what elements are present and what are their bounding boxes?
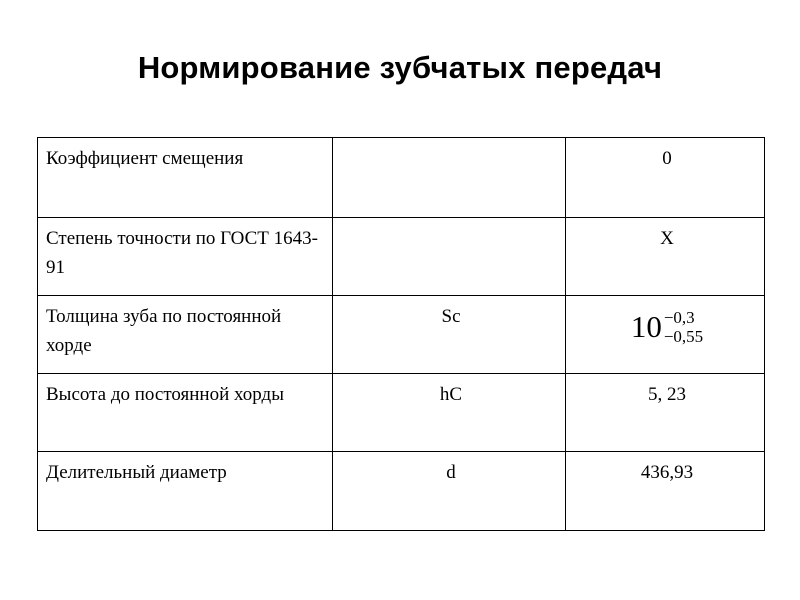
parameter-symbol-cell	[333, 138, 566, 218]
table-row	[38, 138, 765, 218]
parameter-value-cell: 5, 23	[566, 374, 765, 452]
parameter-symbol-cell: d	[333, 452, 566, 531]
parameter-value-cell	[566, 296, 765, 374]
parameter-value-cell: Х	[566, 218, 765, 296]
parameter-value-cell: 436,93	[566, 452, 765, 531]
parameter-name-cell: Коэффициент смещения	[38, 138, 333, 218]
tolerance-limits	[664, 308, 703, 346]
tolerance-upper-deviation: −0,3	[663, 308, 695, 327]
table-row	[38, 452, 765, 531]
tolerance-lower-deviation: −0,55	[663, 327, 704, 346]
parameter-value-cell: 0	[566, 138, 765, 218]
parameter-symbol-cell	[333, 218, 566, 296]
table-row	[38, 296, 765, 374]
parameter-name-cell: Толщина зуба по постоянной хорде	[38, 296, 333, 374]
tolerance-base-value: 10	[630, 309, 662, 344]
parameter-name-cell: Делительный диаметр	[38, 452, 333, 531]
table-row	[38, 374, 765, 452]
tolerance-expression	[631, 308, 703, 346]
table-row	[38, 218, 765, 296]
parameter-symbol-cell: hC	[333, 374, 566, 452]
parameters-table	[37, 137, 765, 531]
slide-title: Нормирование зубчатых передач	[137, 50, 663, 85]
parameter-name-cell: Степень точности по ГОСТ 1643-91	[38, 218, 333, 296]
parameter-symbol-cell: Sc	[333, 296, 566, 374]
parameter-name-cell: Высота до постоянной хорды	[38, 374, 333, 452]
